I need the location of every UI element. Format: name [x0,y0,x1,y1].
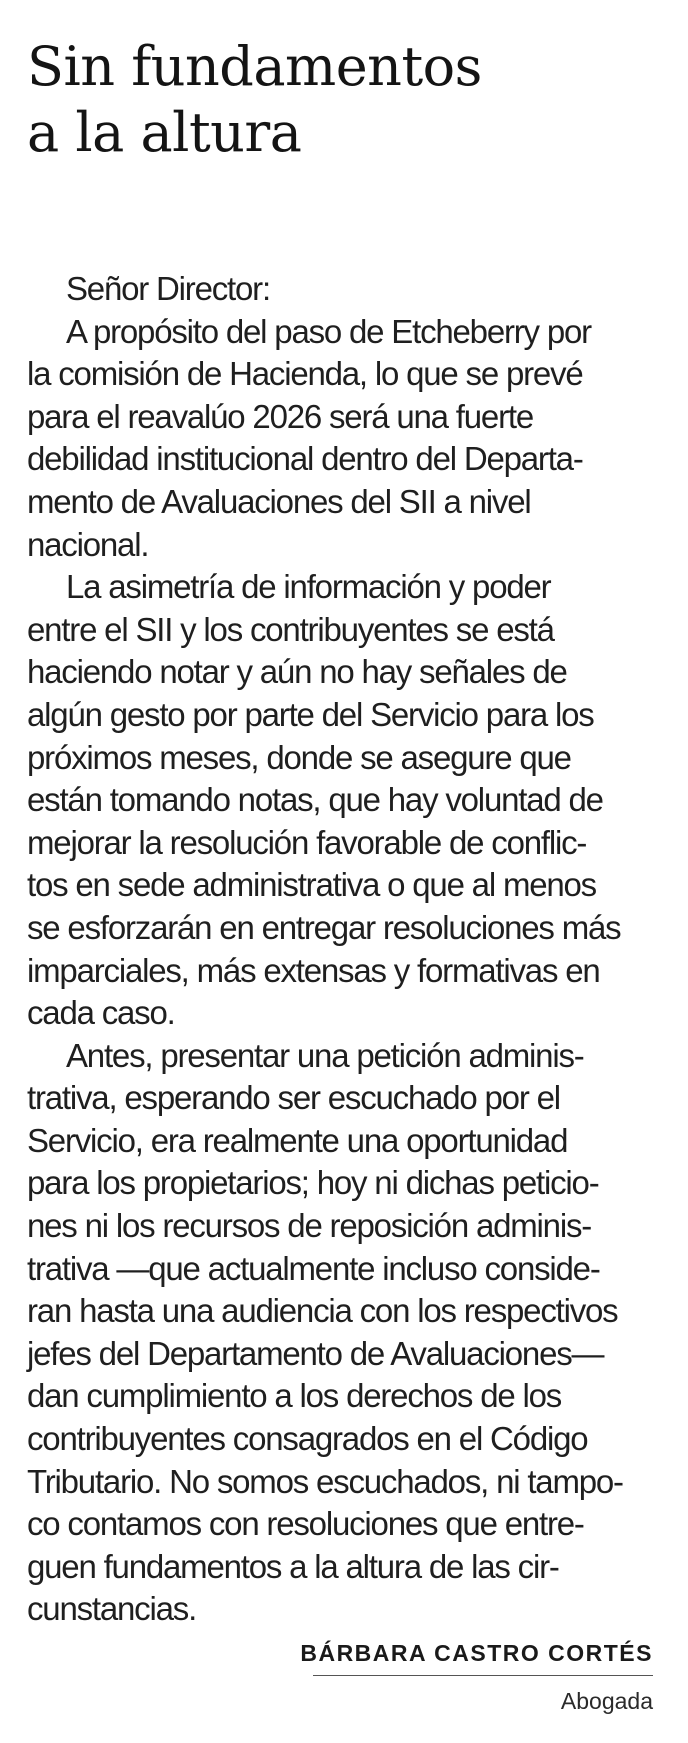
letter-line: se esforzarán en entregar resoluciones más [27,908,621,946]
letter-line: mejorar la resolución favorable de conflic- [27,823,587,861]
headline-line-2: a la altura [27,101,302,164]
signature-divider [313,1675,653,1676]
letter-line: trativa, esperando ser escuchado por el [27,1079,560,1117]
letter-line: tos en sede administrativa o que al menos [27,866,596,904]
letter-line: Antes, presentar una petición adminis- [66,1036,584,1074]
letter-line: dan cumplimiento a los derechos de los [27,1377,562,1415]
letter-line: ran hasta una audiencia con los respectivos [27,1292,618,1330]
letter-line: cada caso. [27,994,175,1032]
letter-line: jefes del Departamento de Avaluaciones— [27,1334,604,1372]
letter-line: co contamos con resoluciones que entre- [27,1505,584,1543]
letter-line: algún gesto por parte del Servicio para los [27,695,594,733]
letter-page [27,0,653,1631]
letter-line: La asimetría de información y poder [66,568,551,606]
letter-body [27,268,653,1631]
letter-line: nacional. [27,525,149,563]
letter-line: nes ni los recursos de reposición adminis- [27,1207,592,1245]
letter-line: trativa —que actualmente incluso conside- [27,1249,600,1287]
letter-line: la comisión de Hacienda, lo que se prevé [27,355,583,393]
signature-block [27,1637,653,1716]
letter-line: Tributario. No somos escuchados, ni tampo- [27,1462,623,1500]
letter-line: mento de Avaluaciones del SII a nivel [27,482,531,520]
headline-line-1: Sin fundamentos [27,35,482,98]
letter-line: entre el SII y los contribuyentes se está [27,610,554,648]
letter-line: Señor Director: [66,270,270,307]
letter-line: próximos meses, donde se asegure que [27,738,571,776]
author-role: Abogada [560,1688,653,1714]
letter-line: cunstancias. [27,1590,197,1628]
letter-line: haciendo notar y aún no hay señales de [27,653,567,691]
headline [27,0,653,166]
letter-line: están tomando notas, que hay voluntad de [27,781,603,819]
letter-line: A propósito del paso de Etcheberry por [66,312,591,350]
letter-line: para el reavalúo 2026 será una fuerte [27,397,533,435]
letter-line: contribuyentes consagrados en el Código [27,1420,588,1458]
letter-line: guen fundamentos a la altura de las cir- [27,1547,559,1585]
author-name: BÁRBARA CASTRO CORTÉS [300,1640,653,1666]
letter-line: debilidad institucional dentro del Departa- [27,440,583,478]
letter-line: Servicio, era realmente una oportunidad [27,1121,568,1159]
letter-line: imparciales, más extensas y formativas en [27,951,600,989]
letter-line: para los propietarios; hoy ni dichas peticio- [27,1164,599,1202]
